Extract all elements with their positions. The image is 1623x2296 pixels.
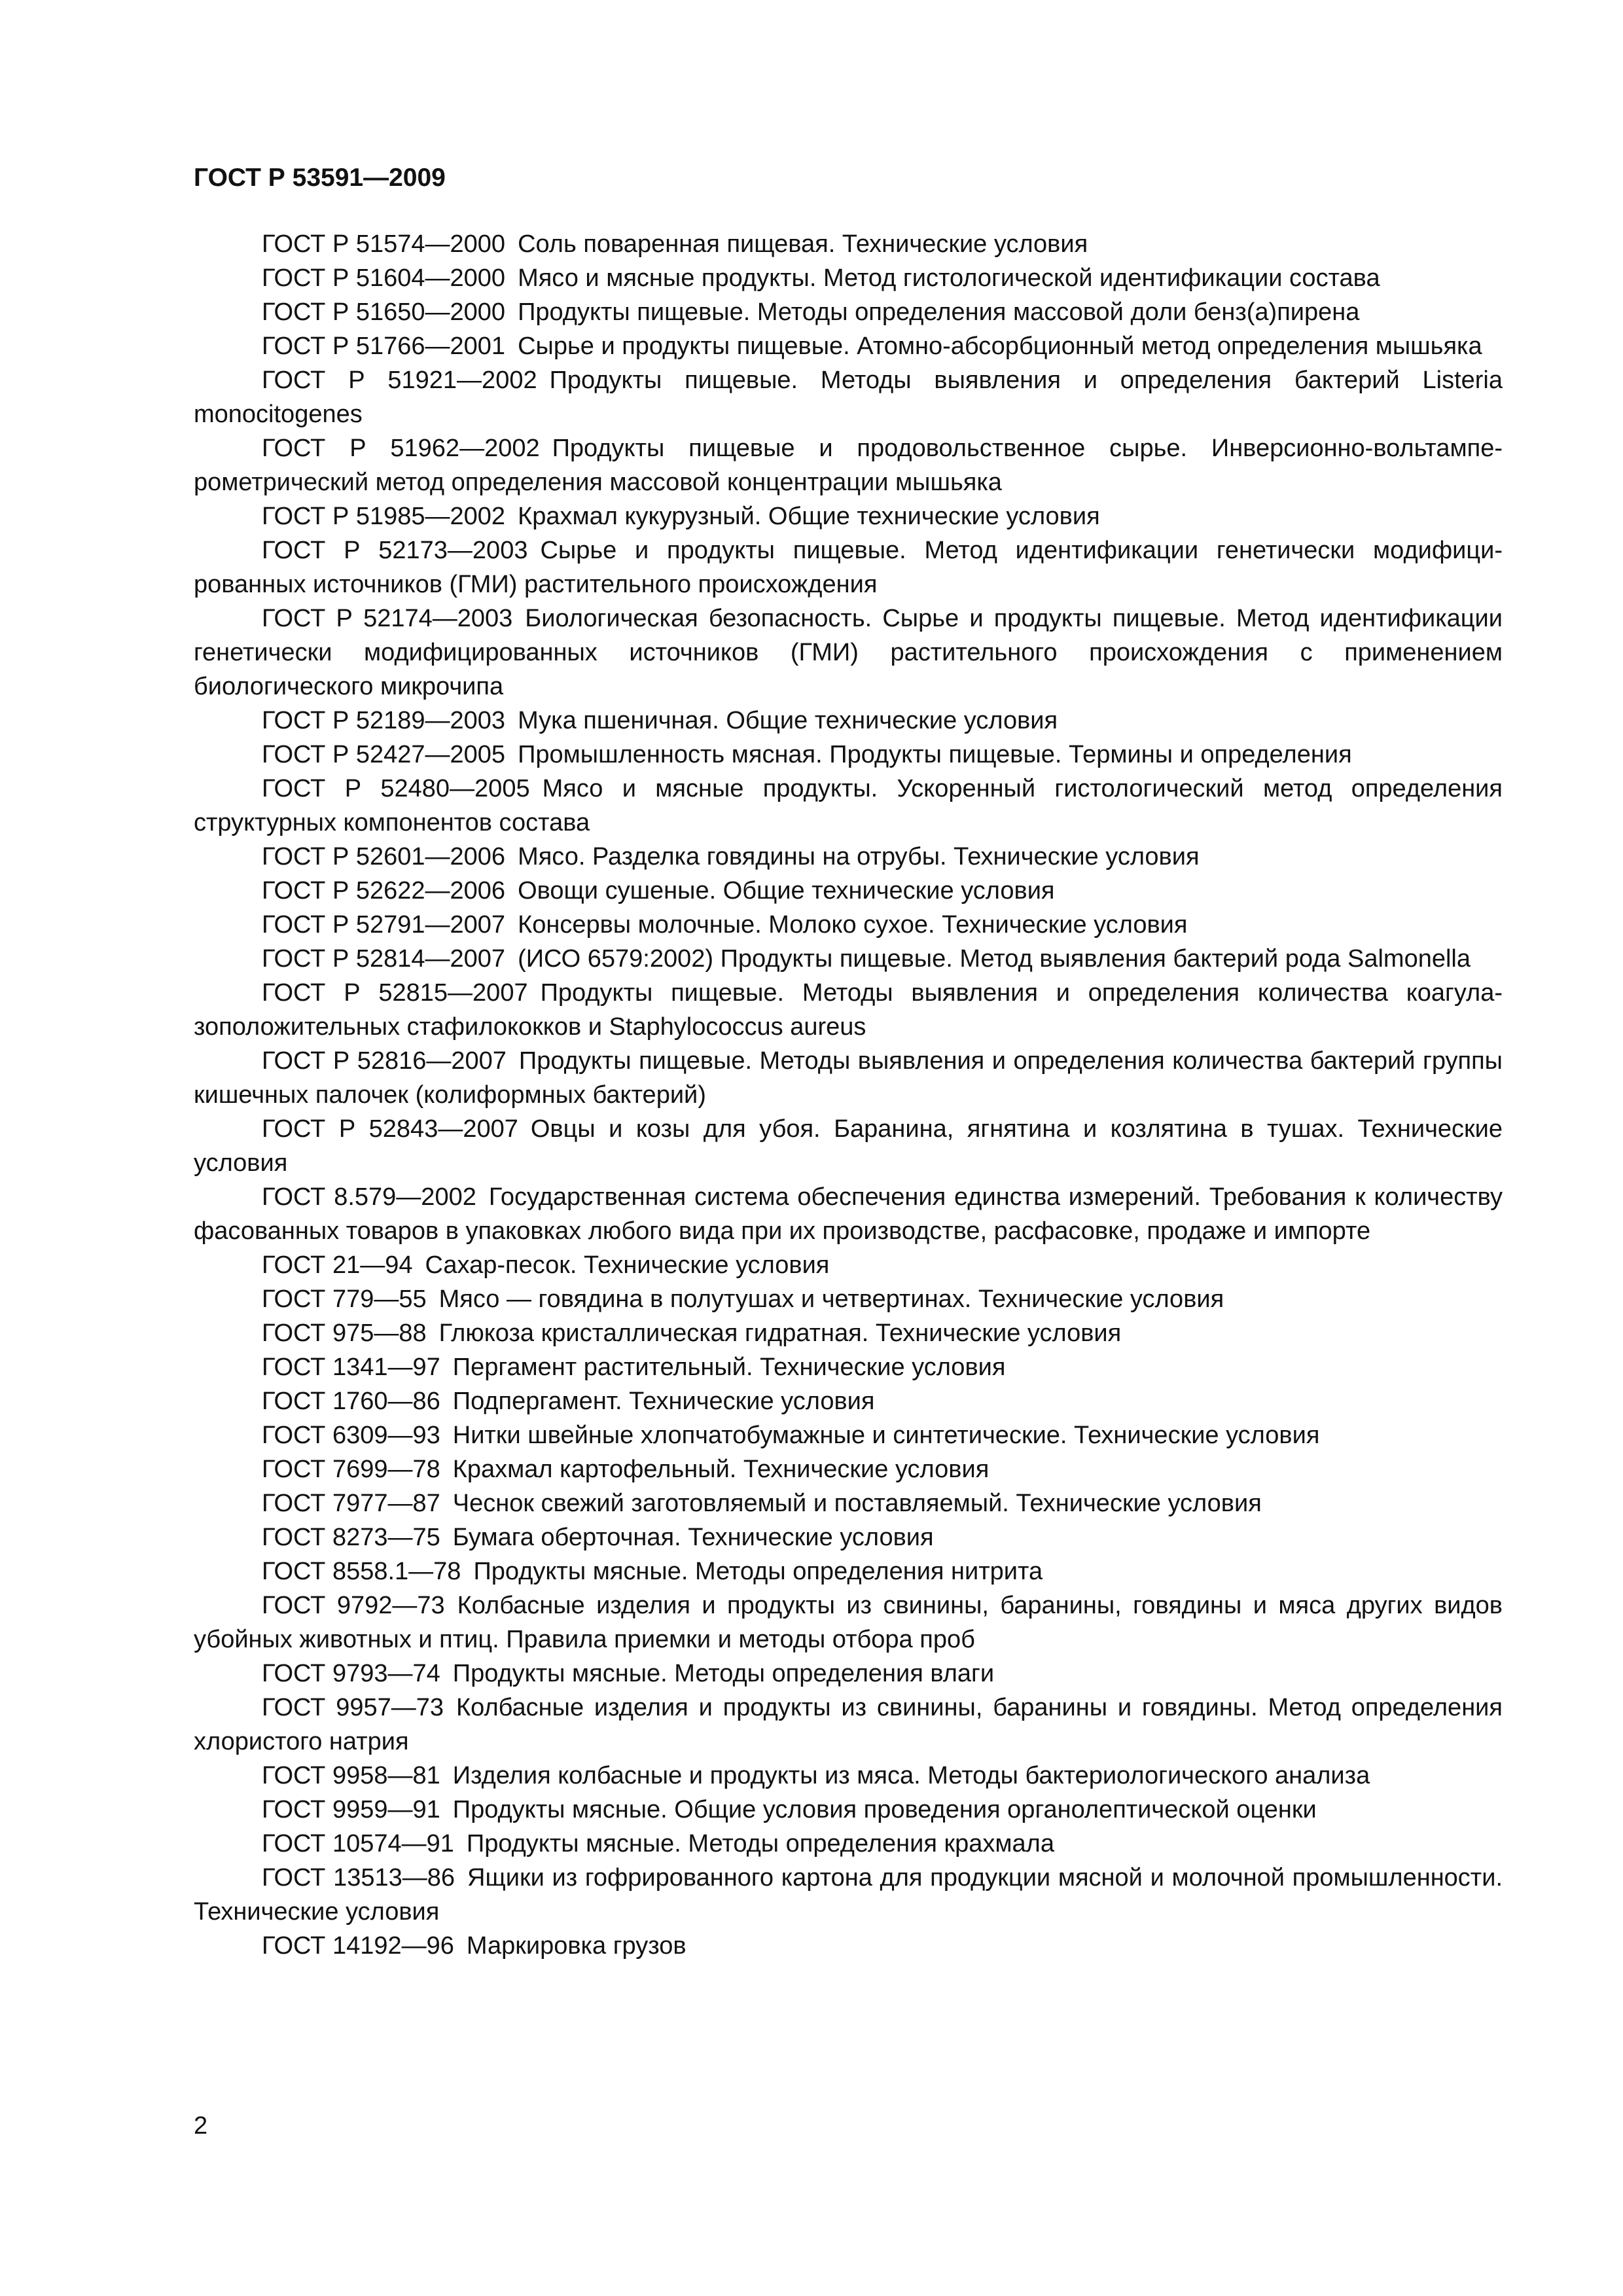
- reference-title: Мясо. Разделка говядины на отрубы. Технические условия: [518, 843, 1200, 870]
- reference-entry: [194, 874, 1503, 908]
- reference-title: (ИСО 6579:2002) Продукты пищевые. Метод выявления бактерий рода Salmonella: [518, 945, 1471, 973]
- reference-entry: [194, 1282, 1503, 1316]
- reference-entry: [194, 1316, 1503, 1350]
- reference-entry: [194, 329, 1503, 363]
- reference-title: Пергамент растительный. Технические условия: [452, 1354, 1006, 1381]
- reference-title: Сахар-песок. Технические условия: [425, 1251, 830, 1279]
- reference-code: ГОСТ Р 51650—2000: [262, 298, 506, 326]
- reference-title: Мясо и мясные продукты. Ускоренный гистологический метод определения структурных компонентов состава: [194, 775, 1503, 836]
- reference-entry: [194, 601, 1503, 704]
- reference-title: Продукты мясные. Методы определения нитрита: [473, 1558, 1043, 1585]
- reference-entry: [194, 1180, 1503, 1248]
- reference-title: Колбасные изделия и продукты из свинины, баранины и говядины. Метод определения хлористого натрия: [194, 1694, 1503, 1755]
- reference-code: ГОСТ Р 51962—2002: [262, 435, 540, 462]
- reference-code: ГОСТ Р 52814—2007: [262, 945, 506, 973]
- reference-entry: [194, 533, 1503, 601]
- reference-entry: [194, 1486, 1503, 1520]
- reference-entry: [194, 1759, 1503, 1793]
- reference-code: ГОСТ Р 52815—2007: [262, 979, 528, 1007]
- reference-title: Глюкоза кристаллическая гидратная. Технические условия: [438, 1319, 1122, 1347]
- reference-entry: [194, 772, 1503, 840]
- reference-title: Продукты пищевые. Методы определения массовой доли бенз(а)пирена: [518, 298, 1360, 326]
- reference-code: ГОСТ 9793—74: [262, 1660, 440, 1687]
- reference-entry: [194, 499, 1503, 533]
- reference-title: Овощи сушеные. Общие технические условия: [518, 877, 1055, 905]
- reference-code: ГОСТ 1760—86: [262, 1388, 440, 1415]
- reference-code: ГОСТ 10574—91: [262, 1830, 454, 1857]
- reference-entry: [194, 1861, 1503, 1929]
- reference-title: Колбасные изделия и продукты из свинины, баранины, говядины и мяса других видов убойных животных и птиц. Правила приемки и методы отбора проб: [194, 1592, 1503, 1653]
- reference-code: ГОСТ Р 52174—2003: [262, 605, 513, 632]
- reference-code: ГОСТ 9792—73: [262, 1592, 445, 1619]
- reference-title: Мясо — говядина в полутушах и четвертинах. Технические условия: [438, 1285, 1224, 1313]
- reference-code: ГОСТ 21—94: [262, 1251, 413, 1279]
- reference-title: Мясо и мясные продукты. Метод гистологической идентификации состава: [518, 264, 1380, 292]
- reference-title: Овцы и козы для убоя. Баранина, ягнятина и козлятина в тушах. Технические условия: [194, 1115, 1503, 1177]
- reference-code: ГОСТ Р 52816—2007: [262, 1047, 507, 1075]
- reference-code: ГОСТ 9958—81: [262, 1762, 440, 1789]
- reference-entry: [194, 1520, 1503, 1554]
- reference-code: ГОСТ 8.579—2002: [262, 1183, 476, 1211]
- reference-title: Соль поваренная пищевая. Технические условия: [518, 230, 1088, 258]
- reference-code: ГОСТ 1341—97: [262, 1354, 440, 1381]
- reference-code: ГОСТ Р 51766—2001: [262, 332, 506, 360]
- reference-entry: [194, 1248, 1503, 1282]
- reference-title: Изделия колбасные и продукты из мяса. Методы бактериологического анализа: [452, 1762, 1370, 1789]
- reference-entry: [194, 738, 1503, 772]
- reference-title: Маркировка грузов: [466, 1932, 687, 1960]
- reference-code: ГОСТ Р 52791—2007: [262, 911, 506, 939]
- reference-code: ГОСТ Р 52622—2006: [262, 877, 506, 905]
- reference-title: Крахмал картофельный. Технические условия: [452, 1456, 990, 1483]
- reference-code: ГОСТ Р 51604—2000: [262, 264, 506, 292]
- reference-title: Подпергамент. Технические условия: [452, 1388, 875, 1415]
- reference-code: ГОСТ Р 52189—2003: [262, 707, 506, 734]
- reference-entry: [194, 227, 1503, 261]
- reference-title: Чеснок свежий заготовляемый и поставляемый. Технические условия: [452, 1490, 1262, 1517]
- reference-title: Продукты пищевые и продовольственное сырье. Инверсионно-вольтамперометрический метод определения массовой концентрации мышьяка: [194, 435, 1503, 496]
- reference-code: ГОСТ 7977—87: [262, 1490, 440, 1517]
- reference-title: Бумага оберточная. Технические условия: [452, 1524, 934, 1551]
- reference-entry: [194, 1452, 1503, 1486]
- reference-title: Продукты мясные. Методы определения влаги: [452, 1660, 995, 1687]
- reference-code: ГОСТ 13513—86: [262, 1864, 455, 1892]
- reference-code: ГОСТ 8558.1—78: [262, 1558, 461, 1585]
- reference-code: ГОСТ Р 52843—2007: [262, 1115, 518, 1143]
- reference-title: Мука пшеничная. Общие технические условия: [518, 707, 1058, 734]
- reference-entry: [194, 1112, 1503, 1180]
- reference-entry: [194, 1384, 1503, 1418]
- reference-entry: [194, 942, 1503, 976]
- reference-code: ГОСТ 14192—96: [262, 1932, 454, 1960]
- document-header: ГОСТ Р 53591—2009: [194, 164, 446, 192]
- reference-entry: [194, 1418, 1503, 1452]
- reference-entry: [194, 976, 1503, 1044]
- reference-code: ГОСТ 9959—91: [262, 1796, 440, 1823]
- normative-references-list: [194, 227, 1503, 1963]
- reference-title: Крахмал кукурузный. Общие технические условия: [518, 503, 1100, 530]
- reference-title: Ящики из гофрированного картона для продукции мясной и молочной промышленности. Технические условия: [194, 1864, 1503, 1926]
- reference-entry: [194, 431, 1503, 499]
- reference-entry: [194, 1350, 1503, 1384]
- page-number: 2: [194, 2112, 208, 2140]
- reference-title: Продукты мясные. Методы определения крахмала: [466, 1830, 1054, 1857]
- reference-code: ГОСТ Р 52173—2003: [262, 537, 528, 564]
- reference-code: ГОСТ Р 52480—2005: [262, 775, 530, 802]
- reference-title: Продукты пищевые. Методы выявления и определения бактерий Listeria monocitogenes: [194, 367, 1503, 428]
- reference-title: Продукты пищевые. Методы выявления и определения количества коагулазоположительных стафилококков и Staphylococcus aureus: [194, 979, 1503, 1041]
- reference-entry: [194, 840, 1503, 874]
- reference-code: ГОСТ 9957—73: [262, 1694, 444, 1721]
- reference-title: Промышленность мясная. Продукты пищевые. Термины и определения: [518, 741, 1352, 768]
- reference-code: ГОСТ 779—55: [262, 1285, 427, 1313]
- reference-entry: [194, 1793, 1503, 1827]
- reference-title: Продукты мясные. Общие условия проведения органолептической оценки: [452, 1796, 1317, 1823]
- reference-title: Биологическая безопасность. Сырье и продукты пищевые. Метод идентификации генетически модифицированных источников (ГМИ) растительного происхождения с применением биологического микрочипа: [194, 605, 1503, 700]
- reference-entry: [194, 1929, 1503, 1963]
- reference-entry: [194, 295, 1503, 329]
- reference-entry: [194, 908, 1503, 942]
- reference-entry: [194, 261, 1503, 295]
- reference-code: ГОСТ 6309—93: [262, 1422, 440, 1449]
- reference-title: Консервы молочные. Молоко сухое. Технические условия: [518, 911, 1188, 939]
- reference-code: ГОСТ Р 51985—2002: [262, 503, 506, 530]
- reference-title: Нитки швейные хлопчатобумажные и синтетические. Технические условия: [452, 1422, 1320, 1449]
- reference-entry: [194, 363, 1503, 431]
- reference-code: ГОСТ 7699—78: [262, 1456, 440, 1483]
- reference-code: ГОСТ 8273—75: [262, 1524, 440, 1551]
- reference-title: Сырье и продукты пищевые. Атомно-абсорбционный метод определения мышьяка: [518, 332, 1482, 360]
- reference-code: ГОСТ Р 52427—2005: [262, 741, 506, 768]
- reference-code: ГОСТ Р 51921—2002: [262, 367, 537, 394]
- reference-entry: [194, 1588, 1503, 1657]
- reference-entry: [194, 1691, 1503, 1759]
- reference-title: Продукты пищевые. Методы выявления и определения количества бактерий группы кишечных палочек (колиформных бактерий): [194, 1047, 1503, 1109]
- reference-entry: [194, 1554, 1503, 1588]
- reference-entry: [194, 1827, 1503, 1861]
- reference-code: ГОСТ Р 51574—2000: [262, 230, 506, 258]
- reference-title: Сырье и продукты пищевые. Метод идентификации генетически модифицированных источников (ГМИ) растительного происхождения: [194, 537, 1503, 598]
- reference-entry: [194, 1657, 1503, 1691]
- reference-title: Государственная система обеспечения единства измерений. Требования к количеству фасованных товаров в упаковках любого вида при их производстве, расфасовке, продаже и импорте: [194, 1183, 1503, 1245]
- reference-code: ГОСТ 975—88: [262, 1319, 427, 1347]
- reference-code: ГОСТ Р 52601—2006: [262, 843, 506, 870]
- reference-entry: [194, 1044, 1503, 1112]
- reference-entry: [194, 704, 1503, 738]
